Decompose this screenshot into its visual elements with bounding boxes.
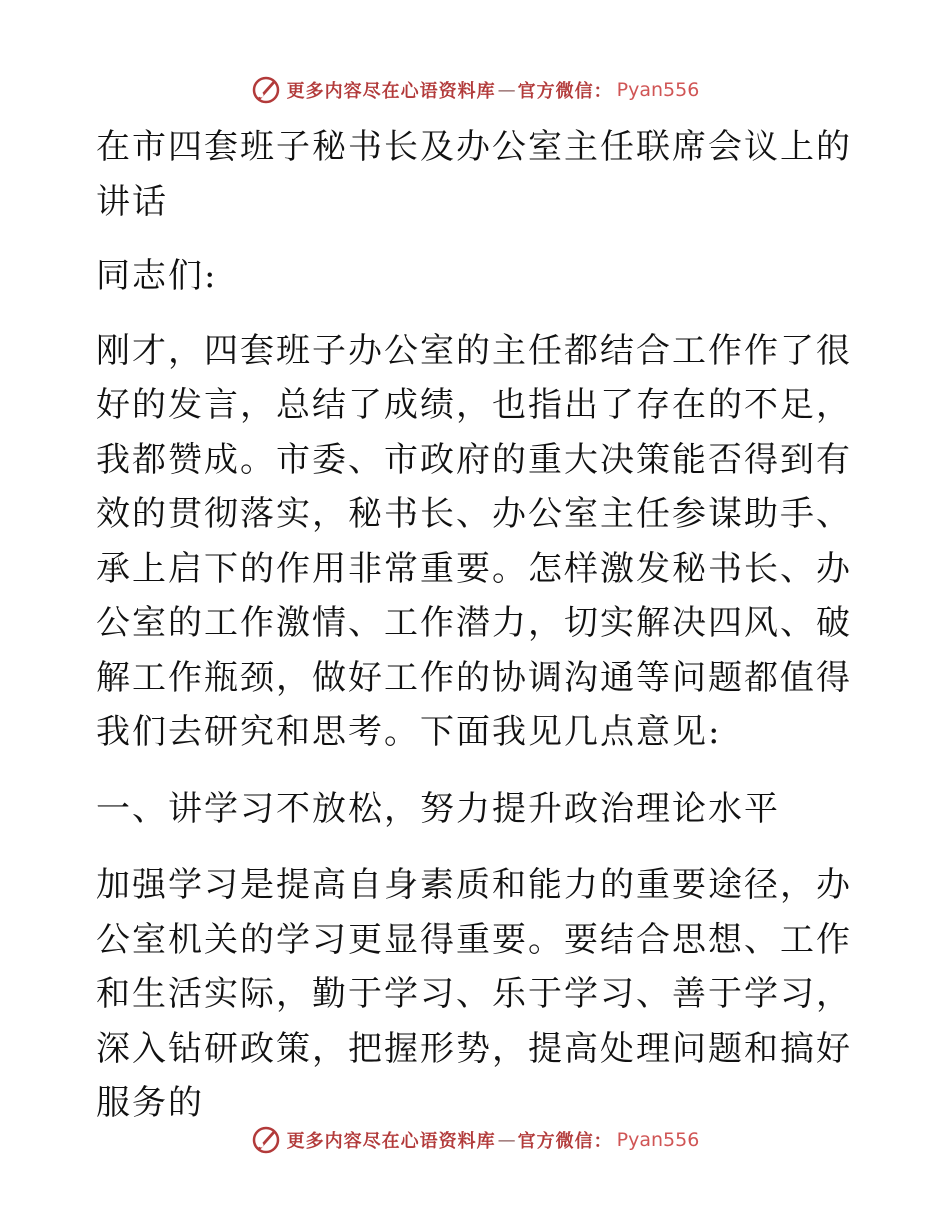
watermark-brand: 更多内容尽在心语资料库 xyxy=(286,81,496,102)
salutation: 同志们: xyxy=(96,256,218,296)
header-watermark xyxy=(0,70,950,110)
paragraph-study: 加强学习是提高自身素质和能力的重要途径，办公室机关的学习更显得重要。要结合思想、工作和生活实际，勤于学习、乐于学习、善于学习，深入钻研政策，把握形势，提高处理问题和搞好服务的 xyxy=(96,865,852,1123)
watermark-wechat-label: 官方微信： xyxy=(517,1131,613,1152)
watermark-wechat-id: Pyan556 xyxy=(616,79,700,101)
watermark-wechat-label: 官方微信： xyxy=(517,81,613,102)
quill-seal-icon xyxy=(251,75,281,105)
footer-watermark xyxy=(0,1120,950,1160)
watermark-separator: — xyxy=(497,79,516,101)
document-body xyxy=(96,120,856,1153)
paragraph-intro: 刚才，四套班子办公室的主任都结合工作作了很好的发言，总结了成绩，也指出了存在的不足，我都赞成。市委、市政府的重大决策能否得到有效的贯彻落实，秘书长、办公室主任参谋助手、承上启下的作用非常重要。怎样激发秘书长、办公室的工作激情、工作潜力，切实解决四风、破解工作瓶颈，做好工作的协调沟通等问题都值得我们去研究和思考。下面我见几点意见: xyxy=(96,330,852,752)
quill-seal-icon xyxy=(251,1125,281,1155)
document-title: 在市四套班子秘书长及办公室主任联席会议上的讲话 xyxy=(96,127,852,222)
watermark-brand: 更多内容尽在心语资料库 xyxy=(286,1131,496,1152)
watermark-wechat-id: Pyan556 xyxy=(616,1129,700,1151)
section-heading-1: 一、讲学习不放松，努力提升政治理论水平 xyxy=(96,788,780,829)
watermark-separator: — xyxy=(497,1129,516,1151)
